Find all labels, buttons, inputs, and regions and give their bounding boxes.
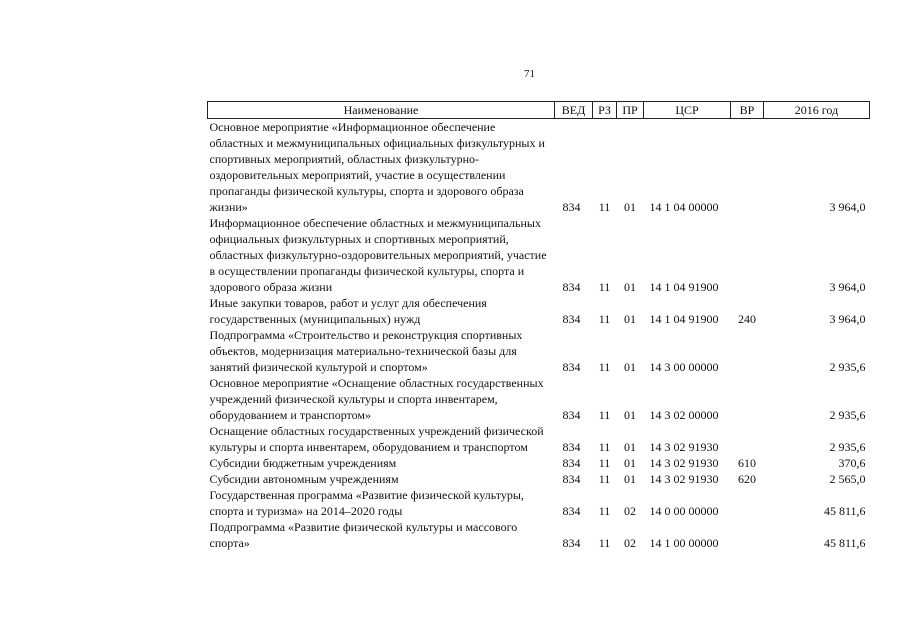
row-amount: 45 811,6 xyxy=(823,536,866,550)
row-name: Подпрограмма «Развитие физической культуры и массового спорта» xyxy=(209,520,518,550)
row-rz: 11 xyxy=(598,440,611,454)
row-vr: 620 xyxy=(738,472,756,486)
row-amount: 2 935,6 xyxy=(829,440,866,454)
table-row xyxy=(208,455,870,471)
row-rz: 11 xyxy=(598,536,611,550)
row-csr: 14 1 00 00000 xyxy=(649,536,719,550)
header-pr: ПР xyxy=(617,102,644,119)
row-rz: 11 xyxy=(598,408,611,422)
header-year: 2016 год xyxy=(764,102,870,119)
table-row xyxy=(208,519,870,551)
row-pr: 01 xyxy=(624,456,636,470)
table-row xyxy=(208,119,870,216)
row-ved: 834 xyxy=(562,200,581,214)
row-name: Субсидии автономным учреждениям xyxy=(209,472,399,486)
row-vr xyxy=(731,423,764,455)
row-ved: 834 xyxy=(562,504,581,518)
row-amount: 2 935,6 xyxy=(829,408,866,422)
row-rz: 11 xyxy=(598,472,611,486)
row-ved: 834 xyxy=(562,280,581,294)
row-name: Иные закупки товаров, работ и услуг для обеспечения государственных (муниципальных) нужд xyxy=(209,296,487,326)
row-rz: 11 xyxy=(598,456,611,470)
row-vr xyxy=(731,327,764,375)
row-name: Субсидии бюджетным учреждениям xyxy=(209,456,397,470)
row-ved: 834 xyxy=(562,456,581,470)
table-row xyxy=(208,295,870,327)
header-name: Наименование xyxy=(208,102,555,119)
header-rz: РЗ xyxy=(593,102,617,119)
header-vr: ВР xyxy=(731,102,764,119)
table-row xyxy=(208,471,870,487)
table-row xyxy=(208,375,870,423)
row-name: Основное мероприятие «Информационное обеспечение областных и межмуниципальных официальных физкультурных и спортивных мероприятий, областных физкультурно-оздоровительных мероприятий, участие в осуществлении пропаганды физической культуры, спорта и здорового образа жизни» xyxy=(209,120,545,214)
row-name: Основное мероприятие «Оснащение областных государственных учреждений физической культуры и спорта инвентарем, оборудованием и транспортом» xyxy=(209,376,544,422)
row-vr xyxy=(731,375,764,423)
row-vr xyxy=(731,487,764,519)
row-vr: 240 xyxy=(738,312,756,326)
row-ved: 834 xyxy=(562,472,581,486)
row-amount: 3 964,0 xyxy=(829,312,866,326)
page-number: 71 xyxy=(524,68,535,80)
row-vr: 610 xyxy=(738,456,756,470)
table-row xyxy=(208,327,870,375)
row-vr xyxy=(731,215,764,295)
row-csr: 14 3 02 91930 xyxy=(649,440,719,454)
row-amount: 370,6 xyxy=(838,456,866,470)
row-rz: 11 xyxy=(598,200,611,214)
row-csr: 14 3 02 91930 xyxy=(649,456,719,470)
row-pr: 02 xyxy=(624,536,636,550)
row-pr: 01 xyxy=(624,472,636,486)
row-rz: 11 xyxy=(598,312,611,326)
table-header-row xyxy=(208,102,870,119)
row-pr: 01 xyxy=(624,440,636,454)
row-ved: 834 xyxy=(562,408,581,422)
row-csr: 14 1 04 91900 xyxy=(649,280,719,294)
row-rz: 11 xyxy=(598,504,611,518)
row-csr: 14 3 02 91930 xyxy=(649,472,719,486)
row-pr: 01 xyxy=(624,200,636,214)
row-pr: 01 xyxy=(624,408,636,422)
table-row xyxy=(208,215,870,295)
row-vr xyxy=(731,119,764,216)
row-ved: 834 xyxy=(562,440,581,454)
row-csr: 14 1 04 00000 xyxy=(649,200,719,214)
row-name: Государственная программа «Развитие физической культуры, спорта и туризма» на 2014–2020 годы xyxy=(209,488,524,518)
table-row xyxy=(208,423,870,455)
row-pr: 02 xyxy=(624,504,636,518)
row-csr: 14 0 00 00000 xyxy=(649,504,719,518)
row-pr: 01 xyxy=(624,312,636,326)
row-vr xyxy=(731,519,764,551)
row-ved: 834 xyxy=(562,536,581,550)
row-ved: 834 xyxy=(562,360,581,374)
row-rz: 11 xyxy=(598,360,611,374)
row-amount: 2 935,6 xyxy=(829,360,866,374)
row-name: Подпрограмма «Строительство и реконструкция спортивных объектов, модернизация материально-технической базы для занятий физической культурой и спортом» xyxy=(209,328,523,374)
row-amount: 3 964,0 xyxy=(829,280,866,294)
row-pr: 01 xyxy=(624,360,636,374)
row-name: Оснащение областных государственных учреждений физической культуры и спорта инвентарем, оборудованием и транспортом xyxy=(209,424,544,454)
row-csr: 14 3 00 00000 xyxy=(649,360,719,374)
budget-table xyxy=(207,101,870,551)
row-pr: 01 xyxy=(624,280,636,294)
row-amount: 2 565,0 xyxy=(829,472,866,486)
row-rz: 11 xyxy=(598,280,611,294)
header-ved: ВЕД xyxy=(555,102,593,119)
header-csr: ЦСР xyxy=(644,102,731,119)
row-amount: 45 811,6 xyxy=(823,504,866,518)
table-row xyxy=(208,487,870,519)
row-name: Информационное обеспечение областных и межмуниципальных официальных физкультурных и спортивных мероприятий, областных физкультурно-оздоровительных мероприятий, участие в осуществлении пропаганды физической культуры, спорта и здорового образа жизни xyxy=(209,216,547,294)
row-csr: 14 1 04 91900 xyxy=(649,312,719,326)
row-ved: 834 xyxy=(562,312,581,326)
row-csr: 14 3 02 00000 xyxy=(649,408,719,422)
row-amount: 3 964,0 xyxy=(829,200,866,214)
